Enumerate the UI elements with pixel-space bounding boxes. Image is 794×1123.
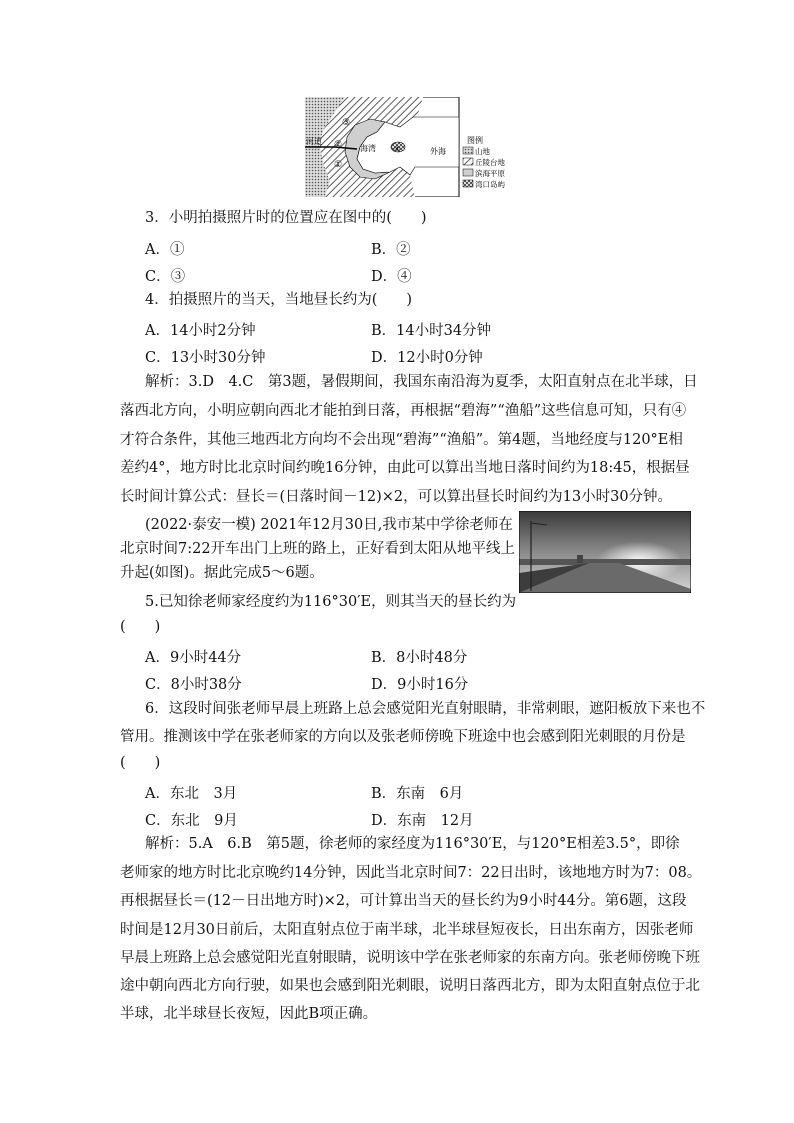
map-point-3: ③	[342, 118, 351, 128]
map-label-bay: 海湾	[360, 144, 376, 153]
q4-option-b: B．14小时34分钟	[371, 323, 492, 339]
map-label-river: 河道	[306, 137, 322, 146]
analysis1-line-1: 解析：3.D 4.C 第3题，暑假期间，我国东南沿海为夏季，太阳直射点在北半球，日	[145, 374, 698, 390]
q5-option-b: B．8小时48分	[371, 650, 468, 666]
q5-blank: ( )	[120, 619, 161, 635]
q5-option-d: D．9小时16分	[371, 677, 469, 693]
analysis1-line-3: 才符合条件，其他三地西北方向均不会出现“碧海”“渔船”。第4题，当地经度与120°E相	[120, 432, 683, 448]
legend-item-hills: 丘陵台地	[475, 158, 505, 167]
q5-option-c: C．8小时38分	[145, 677, 242, 693]
q4-option-c: C．13小时30分钟	[145, 350, 266, 366]
legend-item-plain: 滨海平原	[475, 169, 505, 178]
analysis2-line-4: 时间是12月30日前后，太阳直射点位于南半球，北半球昼短夜长，日出东南方，因张老师	[120, 922, 694, 938]
map-point-4: ④	[394, 145, 401, 153]
legend-swatch-island	[463, 180, 473, 187]
intro56-line-2: 北京时间7:22开车出门上班的路上，正好看到太阳从地平线上	[120, 541, 516, 557]
q5-option-a: A．9小时44分	[145, 650, 242, 666]
legend-swatch-plain	[463, 169, 473, 176]
map-label-sea: 外海	[430, 147, 446, 156]
legend-swatch-hills	[463, 158, 473, 165]
legend-item-mountain: 山地	[475, 147, 490, 156]
q6-option-c: C．东北 9月	[145, 813, 238, 829]
analysis1-line-4: 差约4°，地方时比北京时间约晚16分钟，由此可以算出当地日落时间约为18:45，根据昼	[120, 460, 690, 476]
q4-stem: 4．拍摄照片的当天，当地昼长约为( )	[145, 292, 413, 308]
q6-line-3: ( )	[120, 755, 161, 771]
analysis1-line-2: 落西北方向，小明应朝向西北才能拍到日落，再根据“碧海”“渔船”这些信息可知，只有④	[120, 403, 687, 419]
q4-option-d: D．12小时0分钟	[371, 350, 483, 366]
q3-option-c: C．③	[145, 269, 186, 285]
analysis2-line-2: 老师家的地方时比北京晚约14分钟，因此当北京时间7：22日出时，该地地方时为7：08。	[120, 865, 702, 881]
analysis2-line-5: 早晨上班路上总会感觉阳光直射眼睛，说明该中学在张老师家的东南方向。张老师傍晚下班	[120, 950, 700, 966]
map-point-2: ②	[334, 140, 343, 150]
sunrise-road-photo	[519, 511, 691, 593]
bay-map-figure	[305, 97, 530, 197]
q5-stem: 5.已知徐老师家经度约为116°30′E，则其当天的昼长约为	[145, 594, 517, 610]
q3-option-b: B．②	[371, 242, 411, 258]
intro56-line-3: 升起(如图)。据此完成5～6题。	[120, 565, 324, 581]
legend-title: 图例	[467, 136, 483, 145]
analysis2-line-3: 再根据昼长＝(12－日出地方时)×2，可计算出当天的昼长约为9小时44分。第6题，这段	[120, 893, 687, 909]
analysis1-line-5: 长时间计算公式：昼长＝(日落时间－12)×2，可以算出昼长时间约为13小时30分钟。	[120, 489, 673, 505]
q6-line-2: 管用。推测该中学在张老师家的方向以及张老师傍晚下班途中也会感到阳光刺眼的月份是	[120, 729, 686, 745]
analysis2-line-7: 半球，北半球昼长夜短，因此B项正确。	[120, 1006, 378, 1022]
intro56-line-1: (2022·泰安一模) 2021年12月30日,我市某中学徐老师在	[145, 517, 513, 533]
q3-stem: 3．小明拍摄照片时的位置应在图中的( )	[145, 210, 427, 226]
map-point-1: ①	[334, 160, 343, 170]
q6-line-1: 6．这段时间张老师早晨上班路上总会感觉阳光直射眼睛，非常刺眼，遮阳板放下来也不	[145, 701, 706, 717]
q6-option-d: D．东南 12月	[371, 813, 474, 829]
q6-option-b: B．东南 6月	[371, 786, 464, 802]
legend-swatch-mountain	[463, 147, 473, 154]
q6-option-a: A．东北 3月	[145, 786, 238, 802]
q3-option-d: D．④	[371, 269, 412, 285]
q3-option-a: A．①	[145, 242, 185, 258]
analysis2-line-1: 解析：5.A 6.B 第5题，徐老师的家经度为116°30′E，与120°E相差3.5°，即徐	[145, 836, 680, 852]
legend-item-island: 湾口岛屿	[475, 180, 505, 189]
analysis2-line-6: 途中朝向西北方向行驶，如果也会感到阳光刺眼，说明日落西北方，即为太阳直射点位于北	[120, 978, 700, 994]
q4-option-a: A．14小时2分钟	[145, 323, 256, 339]
